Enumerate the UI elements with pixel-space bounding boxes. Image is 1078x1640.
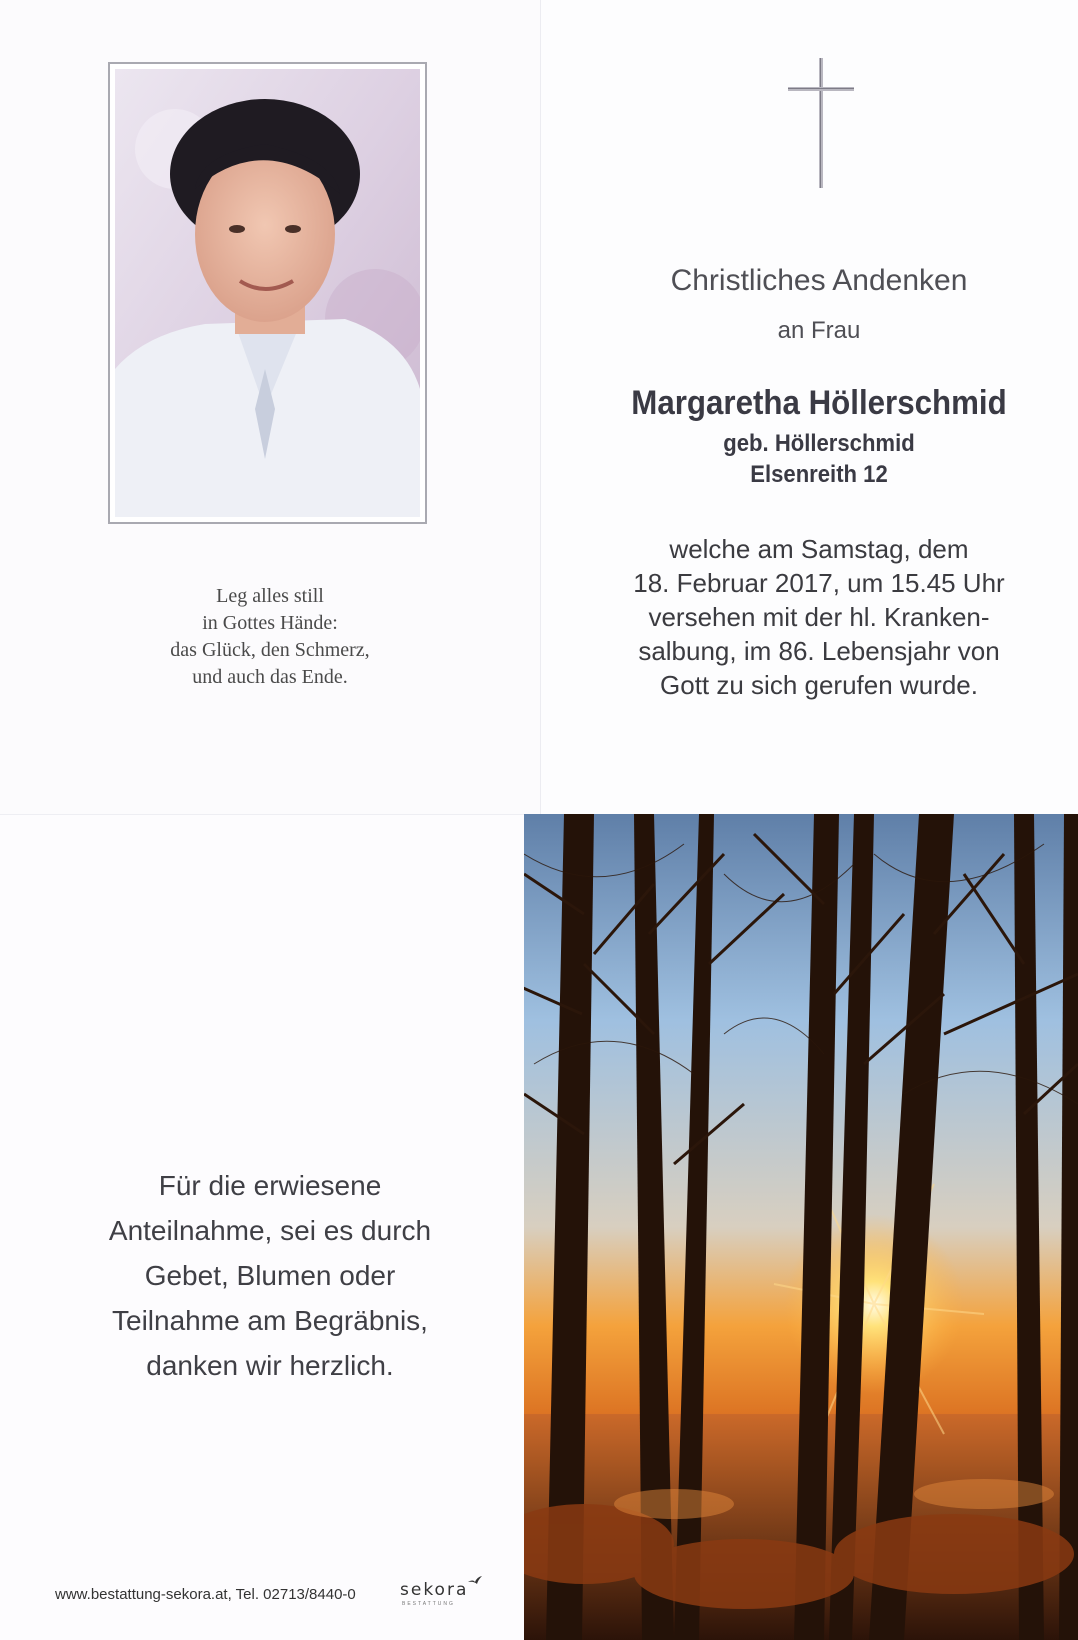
verse-line: das Glück, den Schmerz,	[170, 639, 370, 661]
thanks-line: Gebet, Blumen oder	[144, 1260, 396, 1291]
notice-line: welche am Samstag, dem	[669, 534, 969, 564]
portrait-photo	[108, 62, 427, 524]
logo: sekora	[400, 1580, 469, 1600]
deceased-name: Margaretha Höllerschmid	[631, 384, 1007, 422]
thanks-line: Für die erwiesene	[158, 1170, 382, 1201]
notice-line: Gott zu sich gerufen wurde.	[660, 670, 978, 700]
address: Elsenreith 12	[750, 461, 888, 488]
verse-line: und auch das Ende.	[192, 666, 348, 688]
verse-line: Leg alles still	[216, 585, 324, 607]
cross-icon	[788, 58, 854, 188]
verse	[60, 583, 480, 691]
thanks-line: danken wir herzlich.	[146, 1350, 394, 1381]
footer-contact: www.bestattung-sekora.at, Tel. 02713/8440-0	[55, 1586, 356, 1603]
thanks-text	[20, 1163, 520, 1388]
logo-subtitle: BESTATTUNG	[402, 1601, 455, 1607]
birth-name: geb. Höllerschmid	[723, 430, 915, 457]
notice-line: versehen mit der hl. Kranken-	[648, 602, 990, 632]
death-notice	[560, 532, 1078, 702]
heading: Christliches Andenken	[670, 264, 968, 297]
thanks-line: Anteilnahme, sei es durch	[108, 1215, 432, 1246]
salutation: an Frau	[777, 317, 861, 344]
forest-sunset-image	[524, 814, 1078, 1640]
notice-line: 18. Februar 2017, um 15.45 Uhr	[633, 568, 1005, 598]
verse-line: in Gottes Hände:	[202, 612, 338, 634]
bird-mark-icon	[468, 1576, 482, 1586]
thanks-line: Teilnahme am Begräbnis,	[112, 1305, 428, 1336]
notice-line: salbung, im 86. Lebensjahr von	[638, 636, 1000, 666]
